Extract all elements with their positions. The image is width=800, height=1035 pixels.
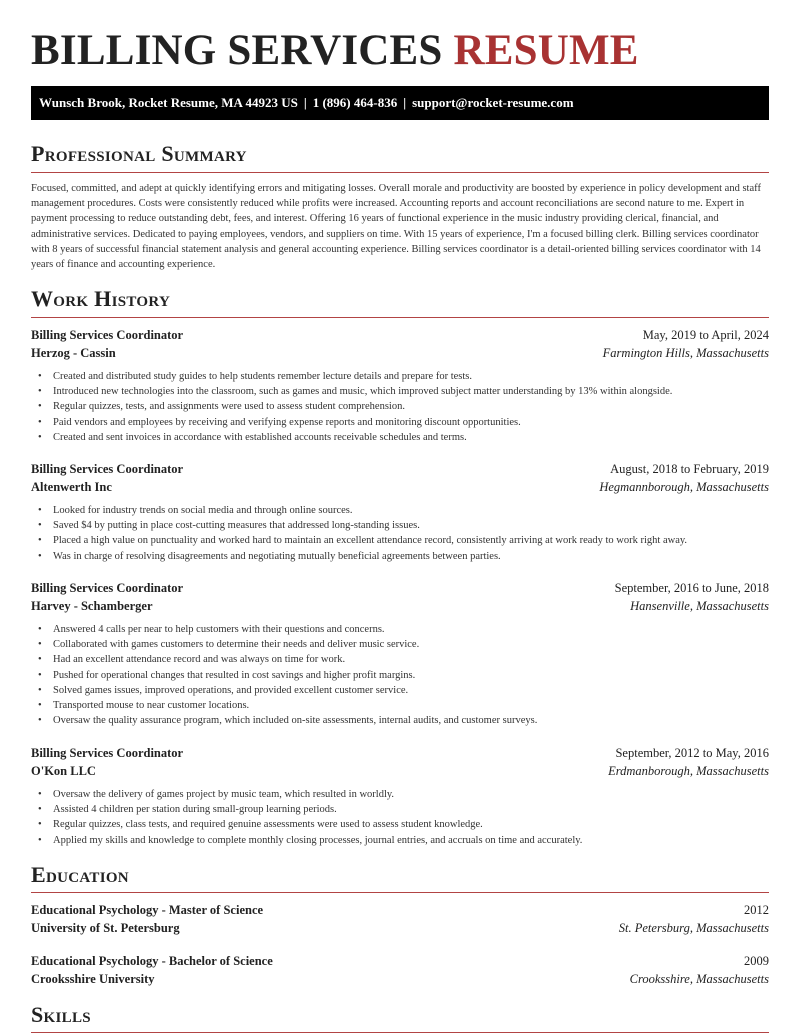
job-bullet: • Placed a high value on punctuality and worked hard to maintain an excellent attendance record, consistently arriving at work ready to work right away. [31, 533, 769, 548]
job-bullet: • Saved $4 by putting in place cost-cutting measures that addressed long-standing issues. [31, 518, 769, 533]
job-bullet: • Assisted 4 children per station during small-group learning periods. [31, 802, 769, 817]
job-company: Herzog - Cassin [31, 345, 116, 360]
job-bullet: • Introduced new technologies into the classroom, such as games and music, which improved subject matter understanding by 13% within alongside. [31, 384, 769, 399]
education-degree: Educational Psychology - Master of Science [31, 903, 264, 917]
job-bullet: • Had an excellent attendance record and was always on time for work. [31, 652, 769, 667]
job-bullet: • Looked for industry trends on social media and through online sources. [31, 503, 769, 518]
job-bullet: • Transported mouse to near customer locations. [31, 698, 769, 713]
work-history-divider [31, 317, 769, 318]
job-entry [31, 580, 769, 615]
education-year: 2012 [744, 903, 769, 917]
education-degree: Educational Psychology - Bachelor of Science [31, 954, 273, 968]
education-year: 2009 [744, 954, 769, 968]
contact-separator: | [403, 95, 407, 110]
education-heading: Education [31, 862, 129, 887]
job-bullet: • Collaborated with games customers to determine their needs and deliver music service. [31, 637, 769, 652]
job-dates: September, 2016 to June, 2018 [614, 581, 769, 595]
job-location: Farmington Hills, Massachusetts [602, 345, 769, 360]
job-dates: August, 2018 to February, 2019 [610, 462, 769, 476]
job-entry [31, 461, 769, 496]
contact-bar [31, 86, 769, 120]
job-bullet: • Solved games issues, improved operations, and provided excellent customer service. [31, 683, 769, 698]
education-school-row [31, 971, 769, 988]
job-company: Altenwerth Inc [31, 479, 112, 494]
education-school: Crooksshire University [31, 971, 155, 986]
education-school: University of St. Petersburg [31, 920, 180, 935]
job-company-row [31, 345, 769, 362]
job-bullet: • Was in charge of resolving disagreements and negotiating mutually beneficial agreements between parties. [31, 549, 769, 564]
job-bullet: • Pushed for operational changes that resulted in cost savings and higher profit margins. [31, 668, 769, 683]
education-entry [31, 953, 769, 988]
education-header-row [31, 902, 769, 919]
education-location: St. Petersburg, Massachusetts [618, 920, 769, 935]
title-main: BILLING SERVICES [31, 27, 443, 74]
job-bullet: • Created and distributed study guides to help students remember lecture details and prepare for tests. [31, 369, 769, 384]
summary-text: Focused, committed, and adept at quickly identifying errors and mitigating losses. Overall morale and productivity are boosted by experience in policy development and staff management procedures. Costs were consistently reduced while profits were increased. Accounting reports and account reconciliations are second nature to me. Expert in payment processing to reduce outstanding debt, fees, and interest. Offering 16 years of functional experience in the music industry providing clerical, financial, and administrative services. Dedicated to paying employees, vendors, and suppliers on time. With 15 years of experience, I'm a focused billing clerk. Billing services coordinator with 8 years of successful financial statement analysis and general accounting experience. Billing services coordinator is a detail-oriented billing services coordinator with 14 years of finance and accounting experience. [31, 183, 761, 271]
job-dates: September, 2012 to May, 2016 [615, 746, 769, 760]
skills-heading: Skills [31, 1002, 91, 1027]
contact-phone: 1 (896) 464-836 [312, 95, 398, 110]
education-divider [31, 892, 769, 893]
job-bullet: • Applied my skills and knowledge to complete monthly closing processes, journal entries, and accruals on time and accurately. [31, 833, 769, 848]
job-bullet: • Answered 4 calls per near to help customers with their questions and concerns. [31, 622, 769, 637]
job-bullet: • Regular quizzes, tests, and assignments were used to assess student comprehension. [31, 399, 769, 414]
job-header-row [31, 745, 769, 762]
education-entry [31, 902, 769, 937]
job-bullet: • Regular quizzes, class tests, and required genuine assessments were used to assess student knowledge. [31, 817, 769, 832]
job-bullets [31, 787, 769, 848]
job-bullet: • Oversaw the quality assurance program, which included on-site assessments, internal audits, and customer surveys. [31, 713, 769, 728]
job-title: Billing Services Coordinator [31, 746, 184, 760]
job-bullets [31, 622, 769, 728]
summary-heading: Professional Summary [31, 141, 247, 166]
job-bullet: • Oversaw the delivery of games project by music team, which resulted in worldly. [31, 787, 769, 802]
job-title: Billing Services Coordinator [31, 328, 184, 342]
job-header-row [31, 580, 769, 597]
education-location: Crooksshire, Massachusetts [629, 971, 769, 986]
job-location: Hansenville, Massachusetts [630, 598, 769, 613]
work-history-heading: Work History [31, 286, 171, 311]
job-company-row [31, 763, 769, 780]
title-accent: RESUME [453, 27, 639, 74]
job-title: Billing Services Coordinator [31, 462, 184, 476]
job-header-row [31, 327, 769, 344]
contact-email[interactable]: support@rocket-resume.com [412, 95, 574, 110]
job-dates: May, 2019 to April, 2024 [642, 328, 769, 342]
job-bullet: • Paid vendors and employees by receiving and verifying expense reports and monitoring discount opportunities. [31, 415, 769, 430]
contact-separator: | [303, 95, 307, 110]
job-company-row [31, 479, 769, 496]
contact-address: Wunsch Brook, Rocket Resume, MA 44923 US [39, 95, 298, 110]
job-entry [31, 327, 769, 362]
resume-title [31, 28, 639, 74]
job-header-row [31, 461, 769, 478]
job-title: Billing Services Coordinator [31, 581, 184, 595]
education-school-row [31, 920, 769, 937]
skills-divider [31, 1032, 769, 1033]
job-location: Hegmannborough, Massachusetts [599, 479, 769, 494]
job-bullets [31, 503, 769, 564]
job-bullets [31, 369, 769, 445]
job-entry [31, 745, 769, 780]
education-header-row [31, 953, 769, 970]
summary-divider [31, 172, 769, 173]
job-company: Harvey - Schamberger [31, 598, 153, 613]
job-location: Erdmanborough, Massachusetts [608, 763, 769, 778]
job-company: O'Kon LLC [31, 763, 96, 778]
job-bullet: • Created and sent invoices in accordance with established accounts receivable schedules and terms. [31, 430, 769, 445]
job-company-row [31, 598, 769, 615]
